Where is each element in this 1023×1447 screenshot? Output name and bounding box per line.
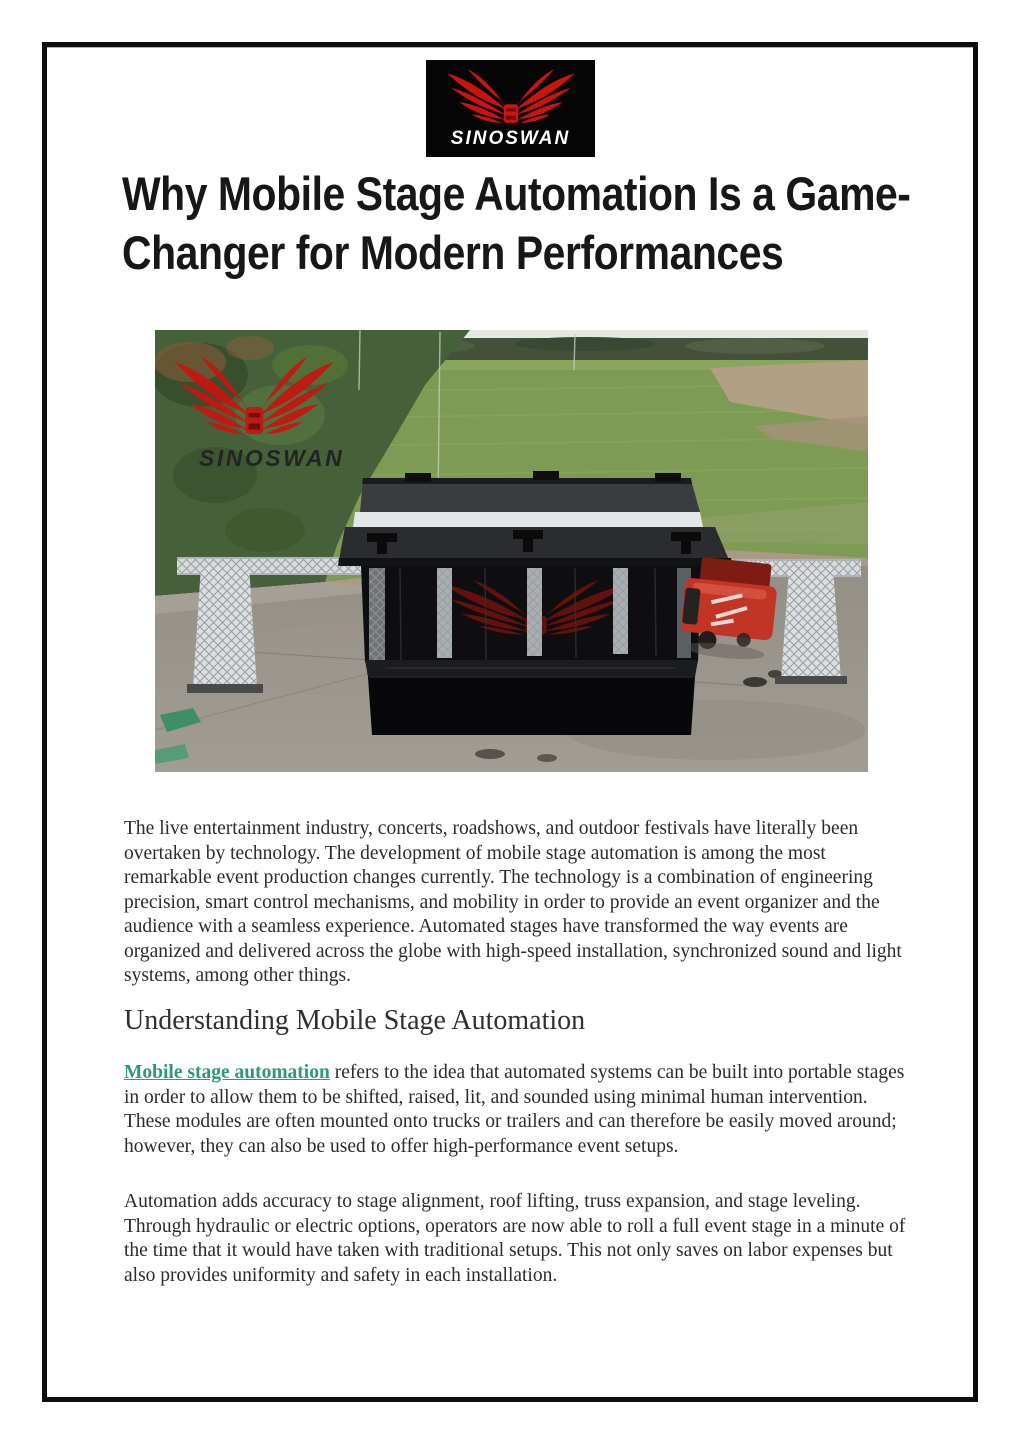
mobile-stage-automation-link[interactable]: Mobile stage automation xyxy=(124,1062,330,1083)
closing-paragraph: Automation adds accuracy to stage alignment, roof lifting, truss expansion, and stage leveling. Through hydraulic or electric options, operators are now able to roll a full event stage in a minute of the time that it would have taken with traditional setups. This not only saves on labor expenses but also provides uniformity and safety in each installation. xyxy=(124,1191,906,1286)
title-line-2: Changer for Modern Performances xyxy=(122,226,784,279)
link-paragraph xyxy=(124,1061,906,1159)
brand-logo-text: SINOSWAN xyxy=(450,128,571,149)
page-title xyxy=(122,164,975,282)
brand-logo xyxy=(426,60,595,157)
intro-paragraph: The live entertainment industry, concerts, roadshows, and outdoor festivals have literally been overtaken by technology. The development of mobile stage automation is among the most remarkable event production changes currently. The technology is a combination of engineering precision, smart control mechanisms, and mobility in order to provide an event organizer and the audience with a seamless experience. Automated stages have transformed the way events are organized and delivered across the globe with high-speed installation, synchronized sound and light systems, among other things. xyxy=(124,818,902,986)
wings-logo-icon xyxy=(442,69,580,127)
section-heading: Understanding Mobile Stage Automation xyxy=(124,1005,586,1036)
title-line-1: Why Mobile Stage Automation Is a Game- xyxy=(122,167,911,220)
photo-watermark-text: SINOSWAN xyxy=(199,445,345,471)
link-paragraph-rest: refers to the idea that automated systems can be built into portable stages in order to allow them to be shifted, raised, lit, and sounded using minimal human intervention. These modules are often mounted onto trucks or trailers and can therefore be easily moved around; however, they can also be used to offer high-performance event setups. xyxy=(124,1062,905,1157)
stage-photo xyxy=(155,330,868,772)
aerial-mobile-stage-illustration xyxy=(155,330,868,772)
